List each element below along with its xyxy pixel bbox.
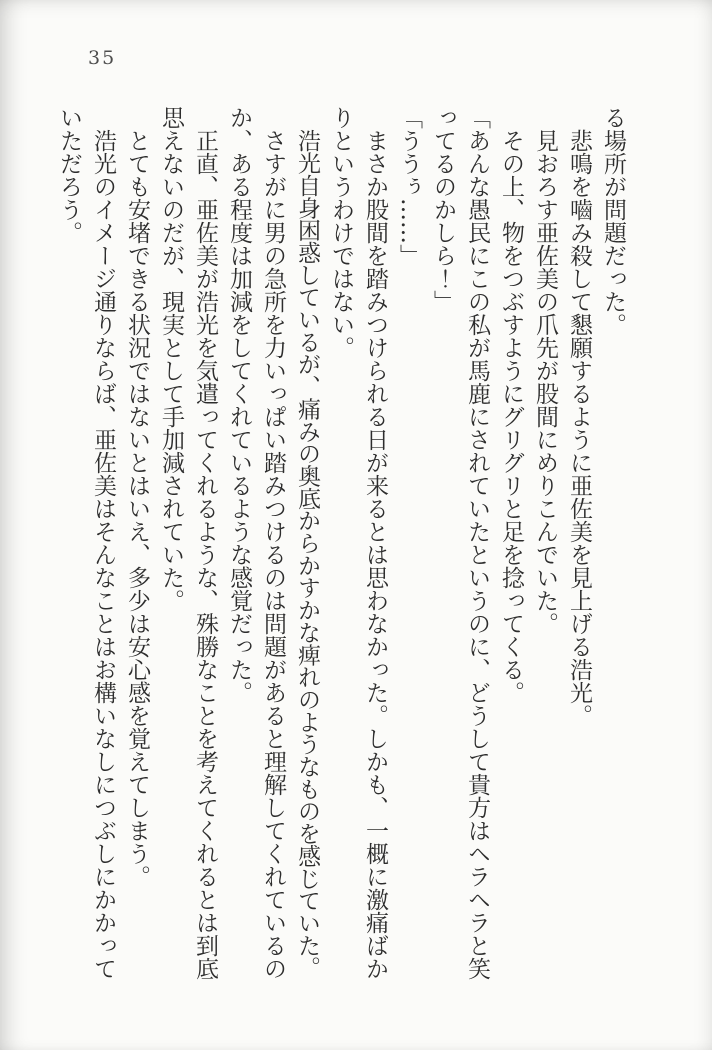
page-text: [52, 106, 630, 980]
paragraph: る場所が問題だった。: [600, 106, 626, 336]
paragraph: その上、物をつぶすようにグリグリと足を捻ってくる。: [498, 129, 524, 704]
paragraph: 浩光自身困惑しているが、痛みの奥底からかすかな痺れのようなものを感じていた。: [294, 129, 320, 979]
paragraph: 悲鳴を嚙み殺して懇願するように亜佐美を見上げる浩光。: [566, 129, 592, 727]
page-number: 35: [88, 47, 117, 69]
paragraph: 「ううぅ……」: [396, 106, 422, 267]
paragraph: 見おろす亜佐美の爪先が股間にめりこんでいた。: [532, 129, 558, 635]
paragraph: とても安堵できる状況ではないとはいえ、多少は安心感を覚えてしまう。: [124, 129, 150, 888]
paragraph: 浩光のイメージ通りならば、亜佐美はそんなことはお構いなしにつぶしにかかっていただろう。: [56, 106, 116, 980]
paragraph: 正直、亜佐美が浩光を気遣ってくれるような、殊勝なことを考えてくれるとは到底思えないのだが、現実として手加減されていた。: [158, 106, 218, 980]
paragraph: 「あんな愚民にこの私が馬鹿にされていたというのに、どうして貴方はヘラヘラと笑ってるのかしら！」: [430, 106, 490, 980]
paragraph: さすがに男の急所を力いっぱい踏みつけるのは問題があると理解してくれているのか、ある程度は加減をしてくれているような感覚だった。: [226, 106, 286, 980]
paragraph: まさか股間を踏みつけられる日が来るとは思わなかった。しかも、一概に激痛ばかりというわけではない。: [328, 106, 388, 980]
